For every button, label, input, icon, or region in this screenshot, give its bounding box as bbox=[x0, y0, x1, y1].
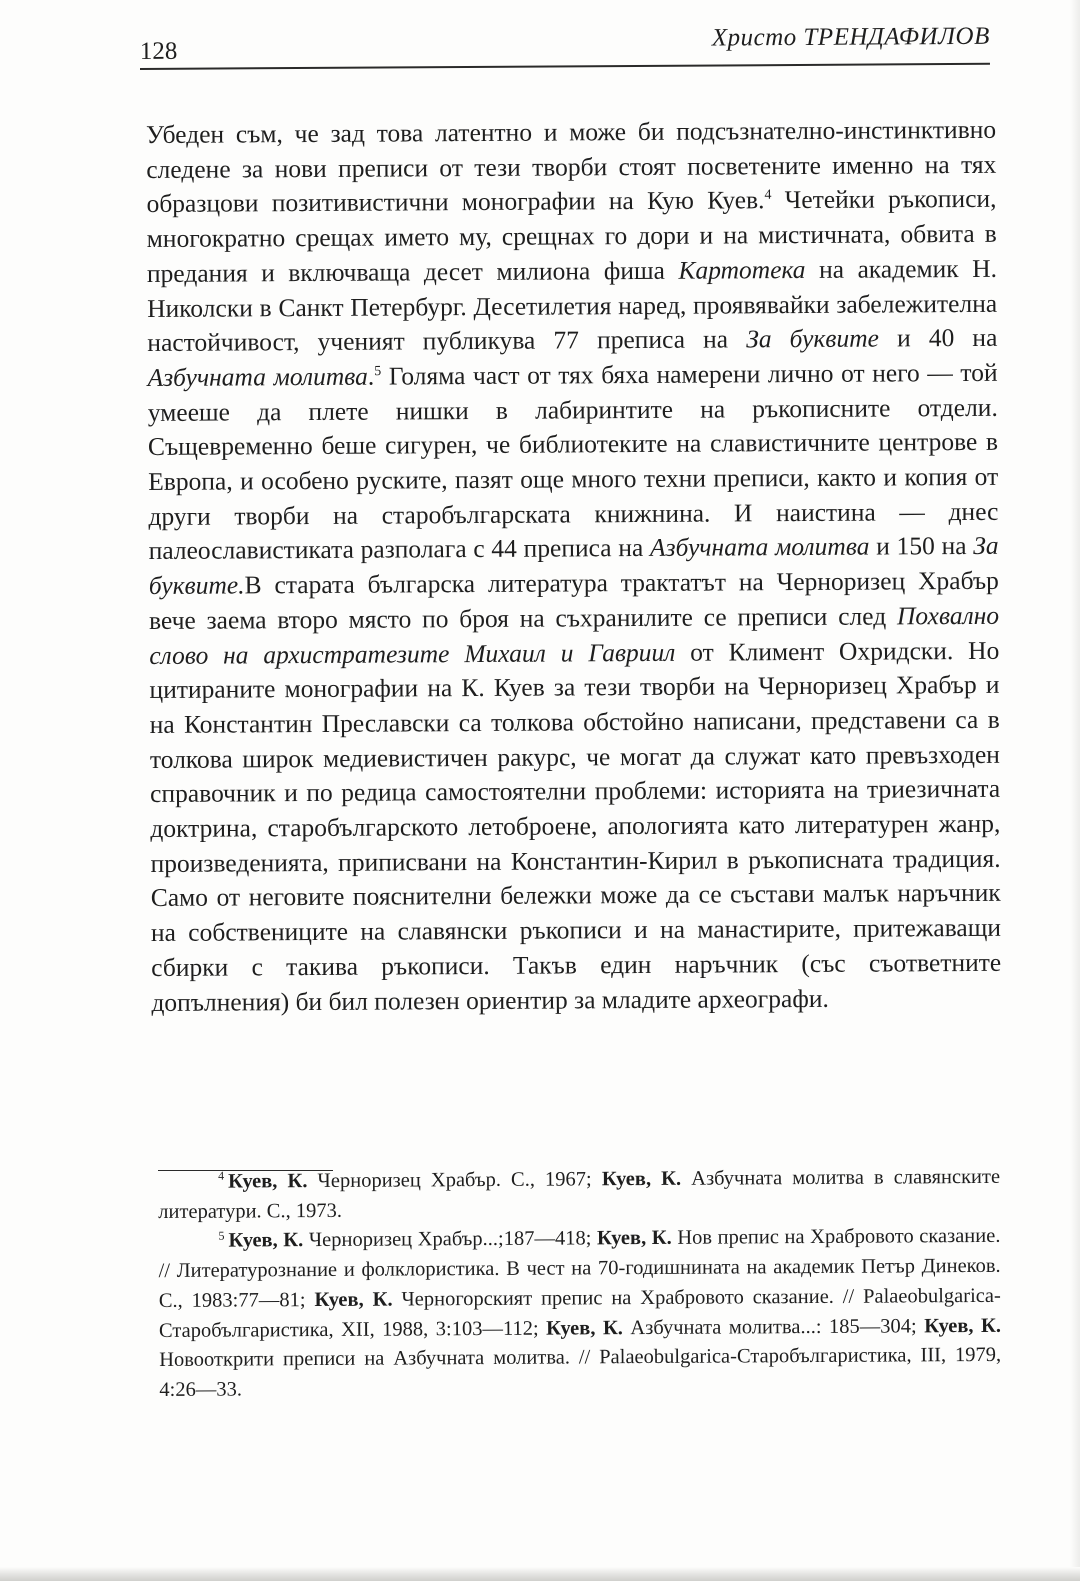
footnote-author: Куев, К. bbox=[596, 1227, 672, 1250]
running-head bbox=[140, 23, 990, 70]
footnote-text: Азбучната молитва...: 185—304; bbox=[622, 1314, 925, 1339]
footnote-author: Куев, К. bbox=[314, 1288, 393, 1311]
footnote-text: Черноризец Храбър. С., 1967; bbox=[307, 1168, 602, 1193]
italic-title-za-bukvite: За буквите bbox=[746, 323, 880, 354]
footnote-author: Куев, К. bbox=[601, 1167, 682, 1191]
body-text-segment: Голяма част от тях бяха намерени лично от него — той умееше да плете нишки в лабиринтите на ръкописните отдели. Същевременно беше сигурен, че библиотеките на славистичните центрове в Европа, и особено руските, пазят още много техни преписи, както и копия от други творби на старобългарската книжнина. И наистина — днес палеославистиката разполага с 44 преписа на bbox=[147, 357, 999, 566]
italic-title-pohvalno-slovo: Похвално слово на архистратезите Михаил и Гавриил bbox=[149, 600, 1000, 670]
footnote-number: 4 bbox=[218, 1168, 225, 1183]
body-text-segment: Убеден съм, че зад това латентно и може би подсъзнателно-инстинктивно следене за нови преписи от тези творби стоят посветените именно на тях образцови позитивистични монографии на Кую Куев. bbox=[146, 114, 997, 219]
paragraph-text bbox=[146, 113, 1001, 1020]
running-head-author: Христо ТРЕНДАФИЛОВ bbox=[711, 22, 990, 52]
footnote-author: Куев, К. bbox=[546, 1316, 623, 1340]
footnote-ref-4: 4 bbox=[764, 188, 772, 204]
italic-title-kartoteka: Картотека bbox=[678, 254, 806, 285]
page-number: 128 bbox=[139, 37, 178, 66]
main-paragraph bbox=[146, 113, 1001, 1020]
body-text-segment: от Климент Охридски. Но цитираните монографии на К. Куев за тези творби на Черноризец Храбър и на Константин Преславски са толкова обстойно написани, представени са в толкова широк медиевистичен ракурс, че могат да служат като превъзходен справочник и по редица самостоятелни проблеми: историята на триезичната доктрина, старобългарското летоброене, апологията като литературен жанр, произведенията, приписвани на Константин-Кирил в ръкописната традиция. Само от неговите пояснителни бележки може да се състави малък наръчник на собствениците на славянски ръкописи и на манастирите, притежаващи сбирки с такива ръкописи. Такъв един наръчник (със съответните допълнения) би бил полезен ориентир за младите археографи. bbox=[149, 635, 1002, 1017]
body-text-segment: Четейки ръкописи, многократно срещах името му, срещнах го дори и на мистичната, обвита в предания и включваща десет милиона фиша bbox=[146, 184, 997, 288]
footnote-text: Нов препис на Храбровото сказание. // Литературознание и фолклористика. В чест на 70-годишнината на академик Петър Динеков. С., 1983:77—81; bbox=[158, 1225, 1001, 1312]
footnote-text: Новооткрити преписи на Азбучната молитва. // Palaeobulgarica-Старобългаристика, III, 1979, 4:26—33. bbox=[159, 1344, 1002, 1401]
footnote-text: Черногорският препис на Храбровото сказание. // Palaeobulgarica-Старобългаристика, XII, 1988, 3:103—112; bbox=[158, 1284, 1001, 1342]
body-text-segment: . bbox=[367, 361, 375, 391]
scan-shadow-right bbox=[1070, 0, 1080, 1581]
italic-title-azbuchnata-molitva: Азбучната молитва bbox=[147, 361, 368, 392]
body-text-segment: и 40 на bbox=[878, 323, 998, 353]
footnote-5 bbox=[158, 1222, 1001, 1405]
footnote-number: 5 bbox=[218, 1228, 225, 1243]
footnote-text: Азбучната молитва в славянските литератури. С., 1973. bbox=[158, 1165, 1001, 1223]
footnote-author: Куев, К. bbox=[228, 1170, 308, 1193]
footnote-4 bbox=[158, 1163, 1000, 1228]
italic-title-za-bukvite: За буквите. bbox=[148, 531, 999, 601]
body-text-segment: и 150 на bbox=[869, 531, 974, 562]
body-text-segment: В старата българска литература трактатът на Черноризец Храбър вече заема второ място по броя на съхранилите се преписи след bbox=[148, 565, 999, 635]
italic-title-azbuchnata-molitva: Азбучната молитва bbox=[649, 532, 870, 563]
body-text-segment: на академик Н. Николски в Санкт Петербург. Десетилетия наред, проявявайки забележителна настойчивост, ученият публикува 77 преписа на bbox=[147, 253, 998, 358]
scan-shadow-bottom bbox=[0, 1567, 1080, 1581]
footnote-ref-5: 5 bbox=[374, 363, 382, 380]
footnote-text: Черноризец Храбър...;187—418; bbox=[303, 1227, 597, 1252]
footnote-author: Куев, К. bbox=[228, 1229, 304, 1252]
footnotes bbox=[158, 1163, 1001, 1406]
footnote-author: Куев, К. bbox=[924, 1314, 1002, 1337]
